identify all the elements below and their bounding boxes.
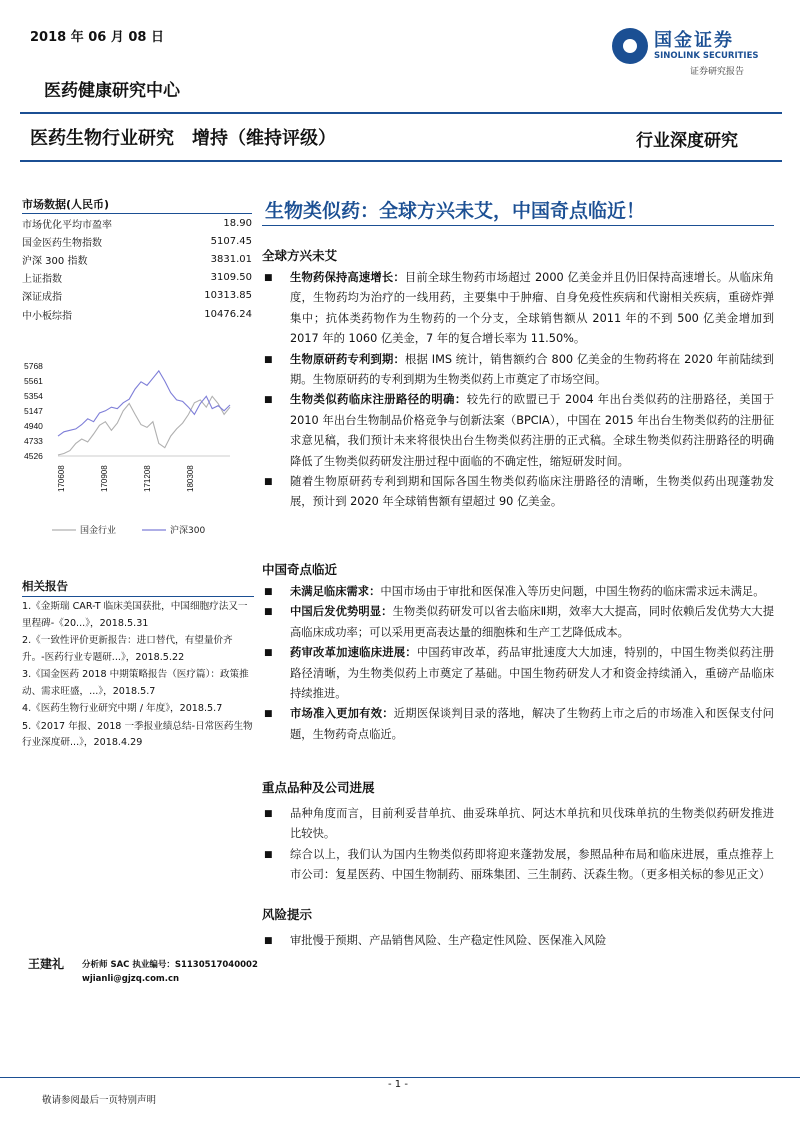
y-tick-label: 4733 [24,436,43,446]
page-number: - 1 - [388,1079,408,1090]
market-label: 深证成指 [22,292,62,304]
market-row [22,287,252,305]
section-risk [262,905,774,951]
legend-label: 沪深300 [170,526,206,536]
bullet-item [262,845,774,886]
market-value: 3831.01 [210,253,252,265]
bullet-item [262,602,774,643]
market-label: 中小板综指 [22,310,72,322]
y-tick-label: 4940 [24,421,43,431]
header-divider [20,112,782,114]
bullet-item [262,350,774,391]
section-heading: 风险提示 [262,907,313,922]
bullet-item [262,643,774,704]
y-tick-label: 5147 [24,406,43,416]
bullet-square-icon: ■ [264,709,273,720]
bullet-square-icon: ■ [264,849,273,860]
market-value: 3109.50 [210,272,252,284]
bullet-square-icon: ■ [264,607,273,618]
y-tick-label: 5768 [24,361,43,371]
market-value: 10313.85 [204,290,252,302]
bullet-lead: 生物原研药专利到期： [290,352,405,366]
logo-mark-icon [612,28,648,64]
bullet-lead: 未满足临床需求： [290,585,381,598]
related-report-item[interactable]: 5.《2017 年报、2018 一季报业绩总结-日常医药生物行业深度研...》，2018.4.29 [22,720,253,748]
bullet-item [262,804,774,845]
bullet-square-icon: ■ [264,648,273,659]
bullet-text: 中国药审改革，药品审批速度大大加速，特别的，中国生物类似药注册路径清晰，为生物类似药上市奠定了基础。中国生物药研发人才和资金持续涌入，重磅产品临床持续推进。 [290,646,774,701]
bullet-lead: 中国后发优势明显： [290,605,393,619]
bullet-square-icon: ■ [264,587,273,597]
sector-rating: 医药生物行业研究 增持（维持评级） [30,128,336,149]
market-label: 沪深 300 指数 [22,255,88,267]
logo-subtitle: 证券研究报告 [690,67,745,77]
bullet-text: 近期医保谈判目录的落地，解决了生物药上市之后的市场准入和医保支付问题，生物药奇点临近。 [290,707,774,741]
legend-label: 国金行业 [80,526,117,536]
bullet-text: 中国市场由于审批和医保准入等历史问题，中国生物药的临床需求远未满足。 [380,585,765,598]
bullet-item [262,931,774,951]
bullet-text: 较先行的欧盟已于 2004 年出台类似药的注册路径，美国于 2010 年出台生物制品价格竞争与创新法案（BPCIA），中国在 2015 年出台生物类似药的注册征求意见稿，我们预计未来将很快出台生物类似药注册的正式稿。全球生物类似药注册路径的明确降低了生物类似药研发注册过程中面临的不确定性，缩短研发时间。 [290,393,774,468]
bullet-text: 生物类似药研发可以省去临床Ⅱ期，效率大大提高，同时依赖后发优势大大提高临床成功率；可以采用更高表达量的细胞株和生产工艺降低成本。 [290,605,774,639]
analyst-name: 王建礼 [28,957,65,971]
market-value: 18.90 [223,217,252,229]
market-row [22,250,252,268]
bullet-square-icon: ■ [264,477,273,488]
y-tick-label: 4526 [24,451,43,461]
bullet-square-icon: ■ [264,395,273,406]
logo-cn: 国金证券 [654,30,734,51]
disclaimer-note: 敬请参阅最后一页特别声明 [42,1095,157,1106]
market-value: 10476.24 [204,308,252,320]
bullet-lead: 市场准入更加有效： [290,707,394,721]
analyst-cert: 分析师 SAC 执业编号：S1130517040002 [82,960,258,970]
bullet-item [262,472,774,513]
x-tick-label: 171208 [143,465,152,492]
bullet-item [262,390,774,472]
bullet-lead: 药审改革加速临床进展： [290,646,417,660]
header-divider-2 [20,160,782,162]
market-label: 国金医药生物指数 [22,237,102,249]
bullet-item [262,704,774,745]
related-report-item[interactable]: 4.《医药生物行业研究中期 / 年度》，2018.5.7 [22,703,223,714]
related-report-item[interactable]: 2.《一致性评价更新报告：进口替代，有望量价齐升。-医药行业专题研...》，2018.5.22 [22,635,233,663]
bullet-lead: 生物类似药临床注册路径的明确： [290,393,467,407]
bullet-text: 品种角度而言，目前利妥昔单抗、曲妥珠单抗、阿达木单抗和贝伐珠单抗的生物类似药研发推进比较快。 [290,807,774,841]
section-china [262,560,774,745]
bullet-text: 根据 IMS 统计，销售额约合 800 亿美金的生物药将在 2020 年前陆续到期。生物原研药的专利到期为生物类似药上市奠定了市场空间。 [290,352,774,387]
x-tick-label: 170608 [57,465,66,492]
bullet-item [262,268,774,350]
bullet-text: 随着生物原研药专利到期和国际各国生物类似药临床注册路径的清晰，生物类似药出现蓬勃发展，预计到 2020 年全球销售额有望超过 90 亿美金。 [290,475,774,509]
related-report-item[interactable]: 1.《金斯瑞 CAR-T 临床美国获批，中国细胞疗法又一里程碑-《20...》，2018.5.31 [22,601,248,629]
y-tick-label: 5561 [24,376,43,386]
bullet-square-icon: ■ [264,354,273,365]
footer-divider [0,1077,800,1078]
y-tick-label: 5354 [24,391,43,401]
index-comparison-chart [22,358,236,548]
market-row [22,305,252,323]
bullet-lead: 生物药保持高速增长： [290,271,405,284]
bullet-item [262,582,774,602]
report-headline: 生物类似药：全球方兴未艾，中国奇点临近！ [265,200,646,222]
market-data-title: 市场数据(人民币) [22,198,110,211]
report-type: 行业深度研究 [636,131,738,151]
logo-en: SINOLINK SECURITIES [654,51,759,61]
market-row [22,232,252,250]
research-center: 医药健康研究中心 [44,81,180,101]
market-row [22,269,252,287]
headline-underline [262,225,774,226]
bullet-square-icon: ■ [264,936,273,946]
related-reports-list [22,596,254,753]
bullet-text: 审批慢于预期、产品销售风险、生产稳定性风险、医保准入风险 [290,934,607,947]
market-row [22,214,252,232]
x-tick-label: 180308 [186,465,195,492]
related-reports-title: 相关报告 [22,579,68,593]
series-line-0 [58,396,230,455]
section-heading: 全球方兴未艾 [262,248,338,263]
section-heading: 重点品种及公司进展 [262,780,375,795]
bullet-square-icon: ■ [264,273,273,283]
analyst-email[interactable]: wjianli@gjzq.com.cn [82,974,180,984]
bullet-square-icon: ■ [264,809,273,819]
analyst-info [82,958,258,986]
market-data-table [22,213,252,323]
section-heading: 中国奇点临近 [262,562,338,577]
related-report-item[interactable]: 3.《国金医药 2018 中期策略报告（医疗篇）：政策推动、需求旺盛，...》，2018.5.7 [22,669,249,697]
x-tick-label: 170908 [100,465,109,492]
report-date: 2018 年 06 月 08 日 [30,30,164,45]
market-value: 5107.45 [210,235,252,247]
bullet-text: 综合以上，我们认为国内生物类似药即将迎来蓬勃发展，参照品种布局和临床进展，重点推荐上市公司：复星医药、中国生物制药、丽珠集团、三生制药、沃森生物。（更多相关标的参见正文） [290,847,774,882]
market-label: 市场优化平均市盈率 [22,219,112,231]
market-label: 上证指数 [22,274,62,286]
bullet-text: 目前全球生物药市场超过 2000 亿美金并且仍旧保持高速增长。从临床角度，生物药均为治疗的一线用药，主要集中于肿瘤、自身免疫性疾病和代谢相关疾病，重磅炸弹集中；抗体类药物作为生物药的一个分支，全球销售额从 2011 年的不到 500 亿美金增加到 2017 年的 1060 亿美金，7 年的复合增长率为 11.50%。 [290,271,774,346]
section-products [262,778,774,886]
section-global [262,246,774,513]
